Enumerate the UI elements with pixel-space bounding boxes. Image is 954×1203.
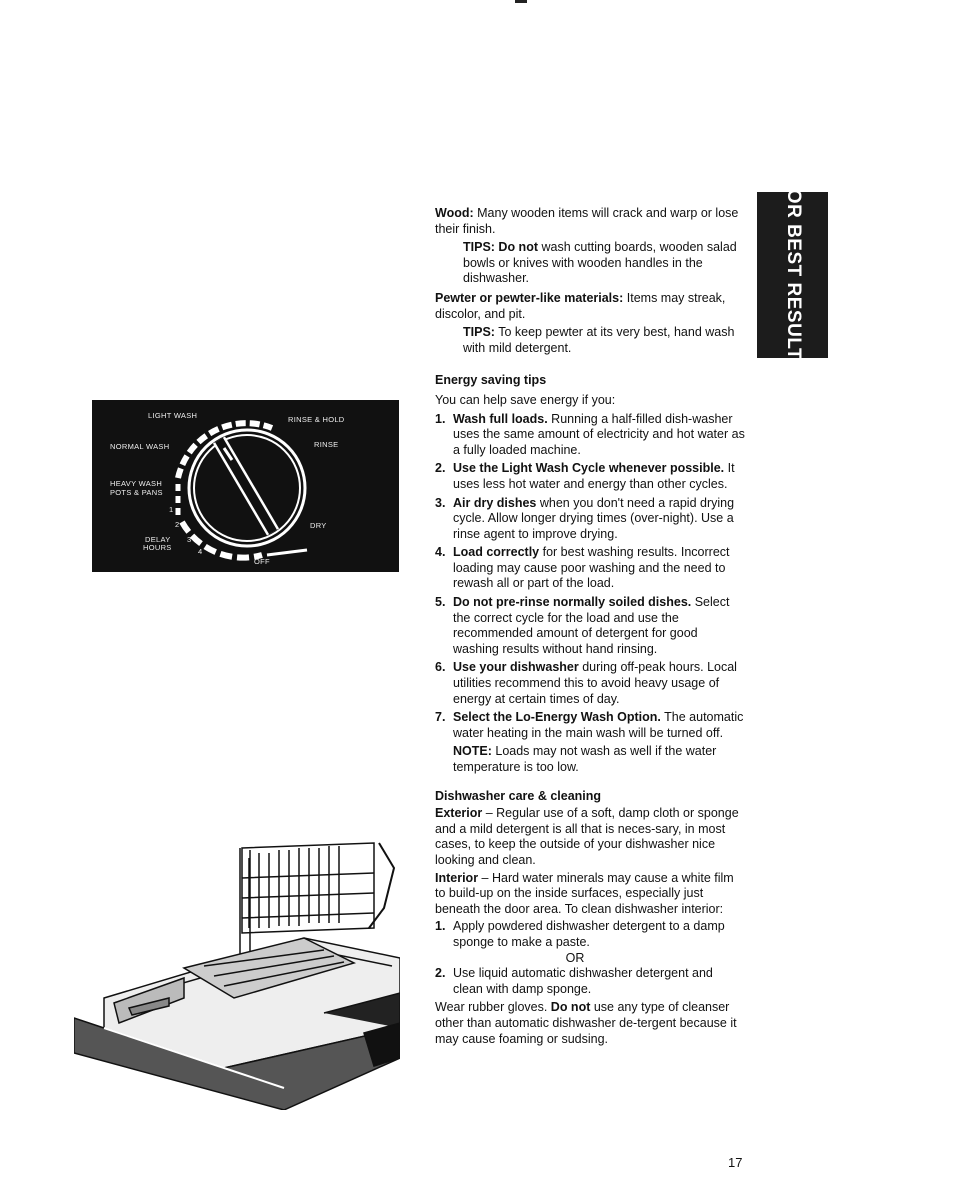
scan-mark [515,0,527,3]
energy-tip-1 [435,412,745,459]
note-text: Loads may not wash as well if the water temperature is too low. [453,744,717,774]
pewter-label: Pewter or pewter-like materials: [435,290,624,305]
control-panel-illustration [92,400,399,572]
energy-tip-title: Do not pre-rinse normally soiled dishes. [453,595,692,610]
gloves-paragraph [435,1000,745,1047]
energy-tip-title: Use your dishwasher [453,660,579,675]
gloves-text-2: use any type of cleanser other than automatic dishwasher de-tergent because it may cause foaming or sudsing. [435,1000,737,1046]
normal-wash-label: NORMAL WASH [110,442,170,451]
wood-tips-label: TIPS: Do not [463,240,538,255]
pewter-text: Items may streak, discolor, and pit. [435,290,726,321]
pewter-tips-text: To keep pewter at its very best, hand wash with mild detergent. [463,325,735,355]
section-tab-label: FOR BEST RESULTS [782,176,804,374]
note-label: NOTE: [453,744,492,759]
care-step-1-text: Apply powdered dishwasher detergent to a damp sponge to make a paste. [453,919,725,949]
energy-note [435,744,745,775]
exterior-label: Exterior [435,806,483,821]
energy-tip-2 [435,461,745,492]
care-step-2-num: 2. [435,966,446,981]
off-label: OFF [254,557,270,566]
energy-tip-number: 2. [435,461,446,476]
or-label: OR [565,950,585,965]
energy-tip-5 [435,595,745,657]
care-step-2 [435,966,745,997]
dry-label: DRY [310,521,327,530]
rinse-hold-label: RINSE & HOLD [288,415,345,424]
care-step-1 [435,919,745,950]
dishwasher-door-illustration [74,838,400,1110]
energy-heading: Energy saving tips [435,373,547,388]
energy-tip-6 [435,660,745,707]
energy-tip-text: when you don't need a rapid drying cycle. Allow longer drying times (over-night). Use a rinse agent to improve drying. [453,495,735,541]
energy-tip-text: Select the correct cycle for the load and use the recommended amount of detergent for good washing results without hand rinsing. [453,595,730,656]
exterior-text: – Regular use of a soft, damp cloth or sponge and a mild detergent is all that is neces-sary, in most cases, to keep the outside of your dishwasher nice looking and clean. [435,806,739,867]
energy-tip-text: The automatic water heating in the main wash will be turned off. [453,710,744,740]
delay-2-label: 2 [175,520,180,529]
energy-tip-text: for best washing results. Incorrect loading may cause poor washing and the need to rewash all or part of the load. [453,545,730,591]
interior-paragraph [435,871,745,918]
wood-tips-text: wash cutting boards, wooden salad bowls or knives with wooden handles in the dishwasher. [463,240,737,286]
text-column [435,206,745,1047]
energy-tip-4 [435,545,745,592]
delay-label: DELAY [145,535,171,544]
energy-tip-number: 7. [435,710,446,725]
energy-tip-7 [435,710,745,741]
gloves-text-1: Wear rubber gloves. [435,1000,551,1015]
pewter-tips [435,325,745,356]
rinse-label: RINSE [314,440,339,449]
page-number: 17 [728,1155,743,1170]
energy-tip-title: Select the Lo-Energy Wash Option. [453,710,661,725]
energy-tip-title: Wash full loads. [453,411,548,426]
energy-tip-number: 6. [435,660,446,675]
hours-label: HOURS [143,543,172,552]
wood-tips [435,240,745,287]
light-wash-label: LIGHT WASH [148,411,198,420]
delay-3-label: 3 [187,535,192,544]
care-step-2-text: Use liquid automatic dishwasher detergent and clean with damp sponge. [453,966,713,996]
energy-tip-3 [435,496,745,543]
care-step-1-num: 1. [435,919,446,934]
energy-tip-number: 4. [435,545,446,560]
energy-tip-number: 5. [435,595,446,610]
energy-tip-title: Load correctly [453,545,540,560]
energy-tip-text: Running a half-filled dish-washer uses the same amount of electricity and hot water as a fully loaded machine. [453,411,745,457]
section-tab [757,176,828,374]
pewter-tips-label: TIPS: [463,325,495,340]
wood-paragraph [435,206,745,237]
energy-tip-title: Use the Light Wash Cycle whenever possible. [453,461,725,476]
energy-tip-number: 1. [435,411,446,426]
wood-text: Many wooden items will crack and warp or lose their finish. [435,206,739,236]
energy-tips-list [435,412,745,742]
heavy-wash-label: HEAVY WASH [110,479,163,488]
pots-pans-label: POTS & PANS [110,488,163,497]
delay-1-label: 1 [169,505,174,514]
pewter-paragraph [435,291,745,322]
interior-text: – Hard water minerals may cause a white film to build-up on the inside surfaces, especially just beneath the door area. To clean dishwasher interior: [435,870,734,916]
care-heading: Dishwasher care & cleaning [435,788,602,803]
gloves-bold: Do not [550,1000,591,1015]
energy-intro: You can help save energy if you: [435,392,616,407]
energy-tip-number: 3. [435,495,446,510]
wood-label: Wood: [435,206,474,220]
energy-tip-title: Air dry dishes [453,495,537,510]
delay-4-label: 4 [198,547,203,556]
exterior-paragraph [435,806,745,868]
interior-label: Interior [435,870,479,885]
energy-tip-text: during off-peak hours. Local utilities recommend this to avoid heavy usage of energy at certain times of day. [453,660,737,706]
energy-tip-text: It uses less hot water and energy than other cycles. [453,461,735,491]
